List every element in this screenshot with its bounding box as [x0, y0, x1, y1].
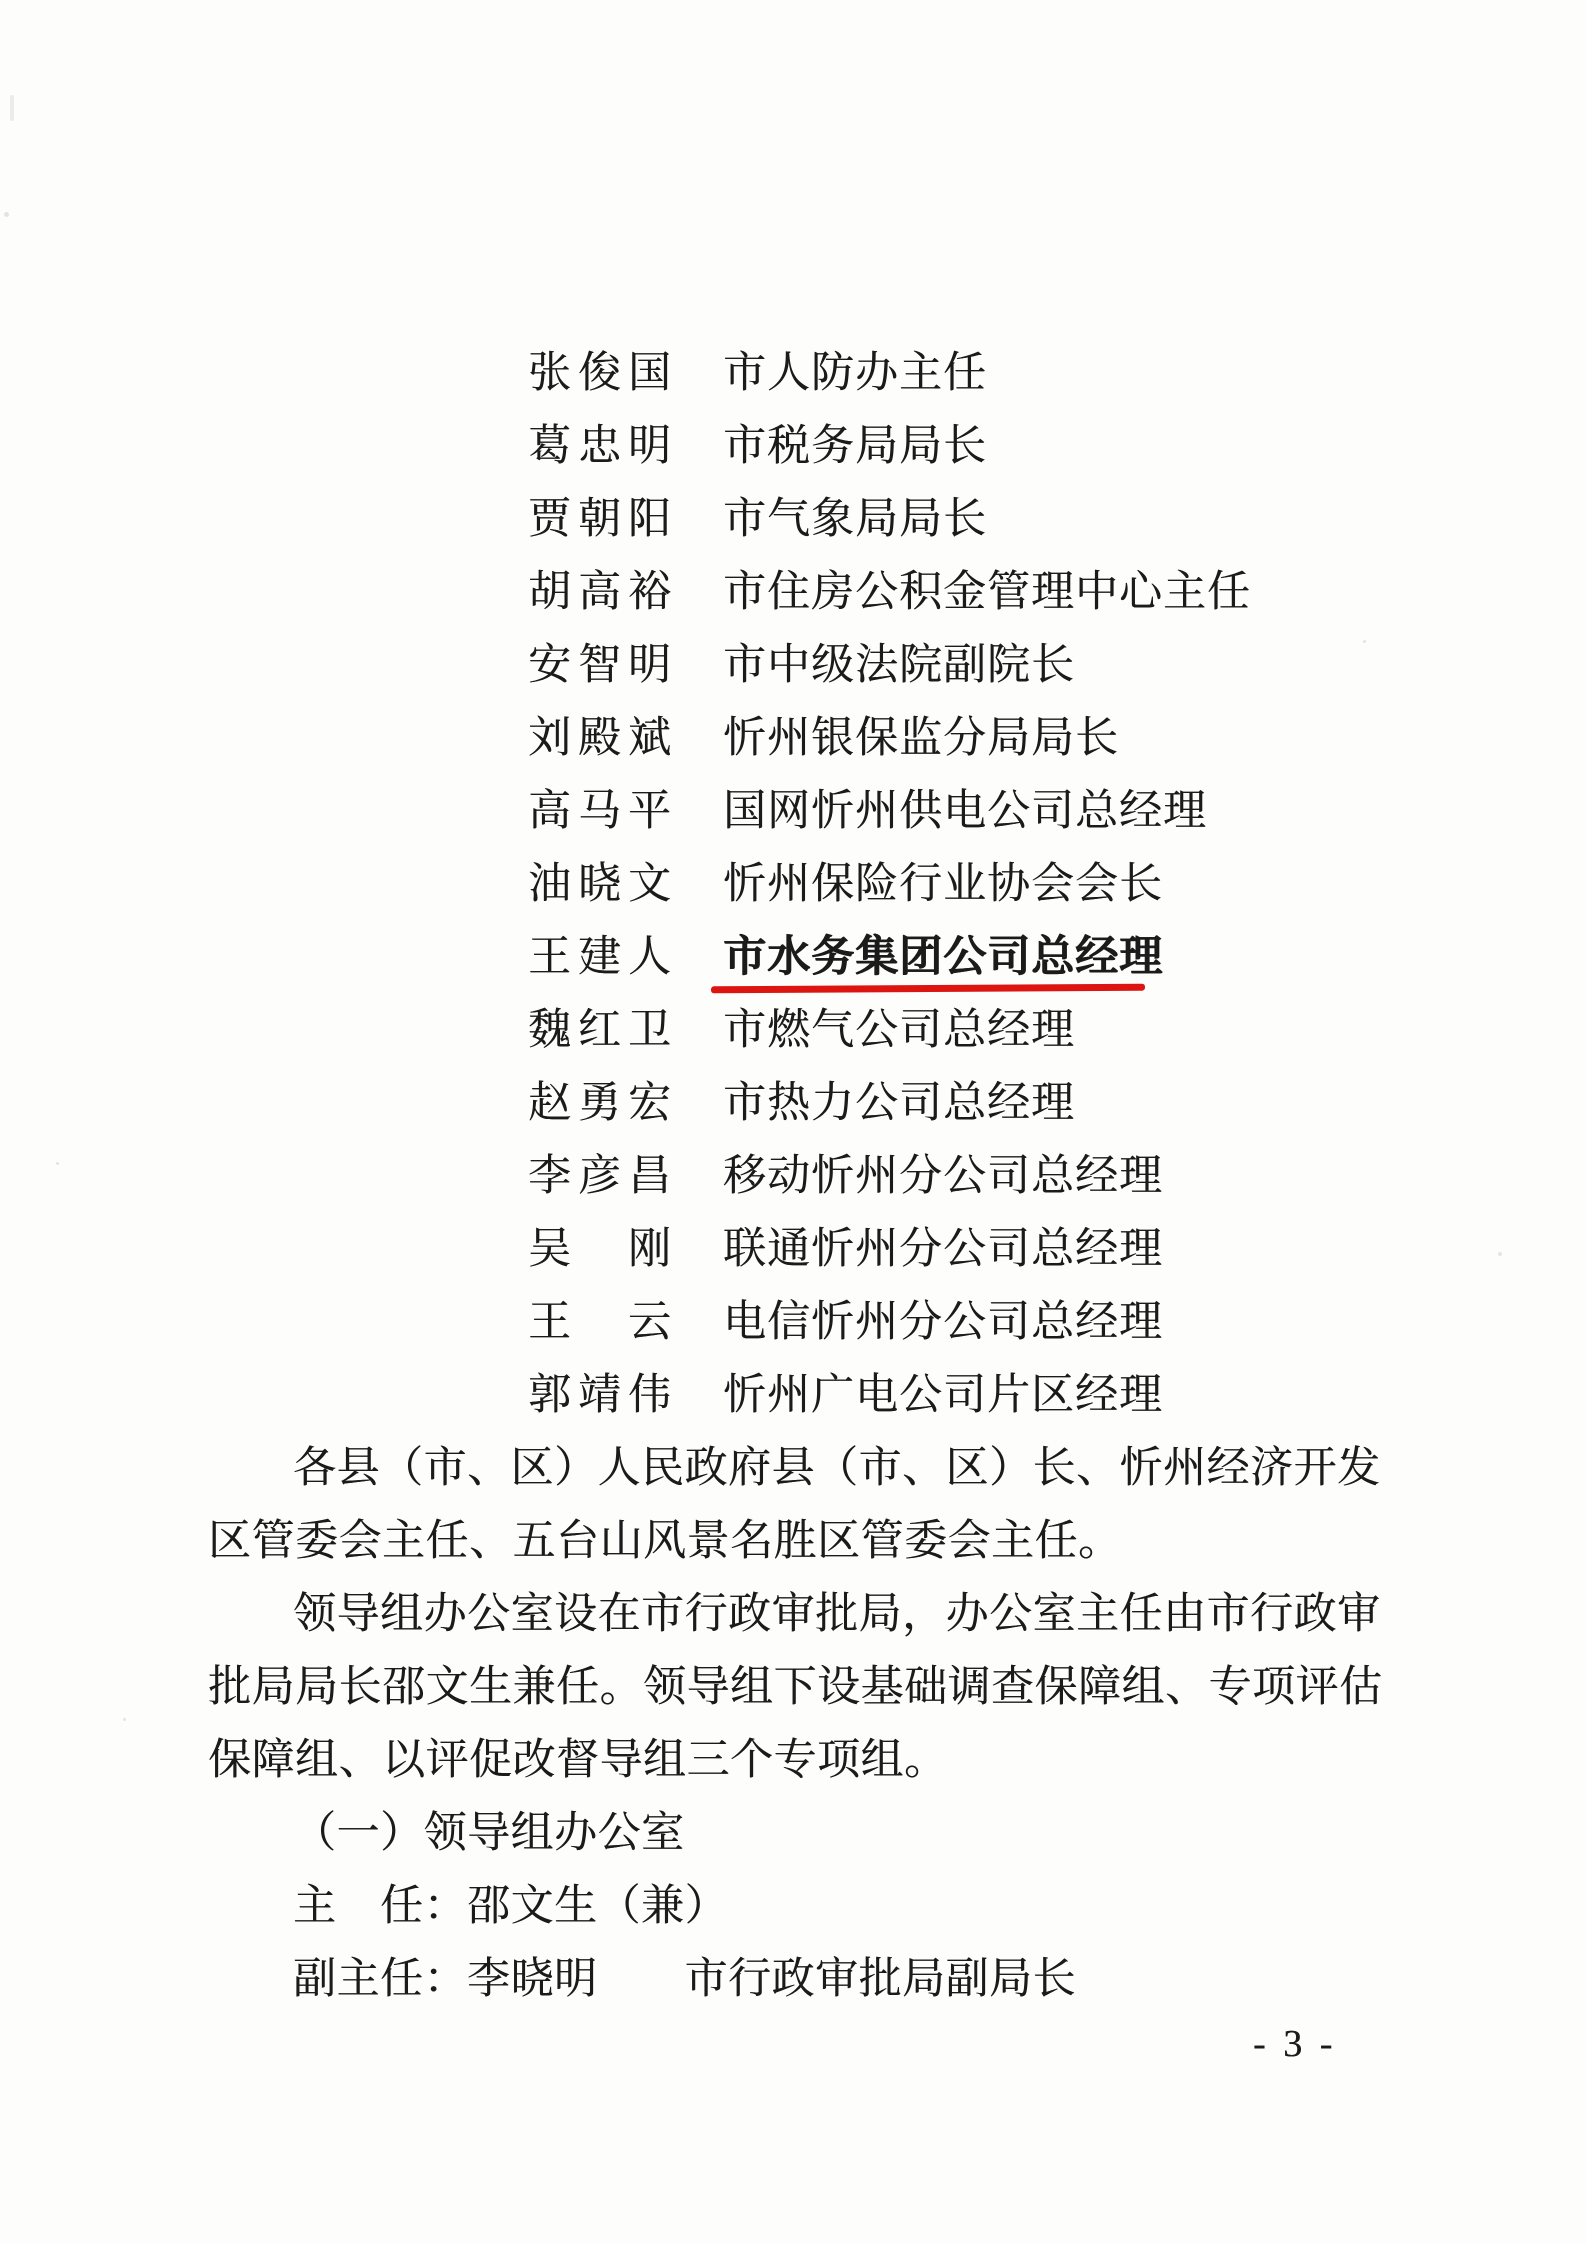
roster-name: 高马平 [528, 788, 678, 835]
paragraph-office-line2: 批局局长邵文生兼任。领导组下设基础调查保障组、专项评估 [208, 1664, 1383, 1711]
paragraph-office-line3: 保障组、以评促改督导组三个专项组。 [208, 1737, 948, 1784]
roster-title: 电信忻州分公司总经理 [723, 1299, 1163, 1346]
scan-speckle [123, 1718, 126, 1721]
roster-row [0, 568, 1586, 628]
roster-row [0, 1079, 1586, 1139]
roster-title: 忻州广电公司片区经理 [723, 1372, 1163, 1419]
roster-name: 安智明 [528, 642, 678, 689]
page-number: - 3 - [1253, 2023, 1337, 2065]
roster-title: 国网忻州供电公司总经理 [723, 788, 1207, 835]
roster-title: 忻州银保监分局局长 [723, 715, 1119, 762]
roster-name: 郭靖伟 [528, 1372, 678, 1419]
roster-name: 张俊国 [528, 350, 678, 397]
roster-row [0, 495, 1586, 555]
roster-row [0, 714, 1586, 774]
roster-title: 忻州保险行业协会会长 [723, 861, 1163, 908]
roster-name: 葛忠明 [528, 423, 678, 470]
roster-title: 市税务局局长 [723, 423, 987, 470]
deputy-director-line: 副主任：李晓明 市行政审批局副局长 [293, 1956, 1076, 2003]
roster-row [0, 933, 1586, 993]
roster-name: 王 云 [528, 1299, 678, 1346]
roster-name: 王建人 [528, 934, 678, 981]
roster-title: 市燃气公司总经理 [723, 1007, 1075, 1054]
roster-name: 胡高裕 [528, 569, 678, 616]
roster-title: 市人防办主任 [723, 350, 987, 397]
roster-row [0, 860, 1586, 920]
roster-row [0, 349, 1586, 409]
roster-title: 市气象局局长 [723, 496, 987, 543]
roster-name: 油晓文 [528, 861, 678, 908]
roster-row [0, 422, 1586, 482]
roster-row [0, 787, 1586, 847]
roster-title: 市中级法院副院长 [723, 642, 1075, 689]
paragraph-counties-line2: 区管委会主任、五台山风景名胜区管委会主任。 [208, 1518, 1122, 1565]
roster-name: 赵勇宏 [528, 1080, 678, 1127]
red-underline-annotation [711, 984, 1145, 994]
roster-row [0, 1225, 1586, 1285]
roster-name: 李彦昌 [528, 1153, 678, 1200]
paragraph-counties-line1: 各县（市、区）人民政府县（市、区）长、忻州经济开发 [293, 1445, 1381, 1492]
roster-name: 刘殿斌 [528, 715, 678, 762]
roster-row [0, 1152, 1586, 1212]
roster-row [0, 1006, 1586, 1066]
scan-speckle [10, 95, 14, 121]
section-heading-leading-group-office: （一）领导组办公室 [293, 1810, 685, 1857]
roster-name: 贾朝阳 [528, 496, 678, 543]
roster-name: 吴 刚 [528, 1226, 678, 1273]
roster-row [0, 641, 1586, 701]
roster-title: 市水务集团公司总经理 [723, 934, 1163, 981]
roster-name: 魏红卫 [528, 1007, 678, 1054]
roster-title: 市住房公积金管理中心主任 [723, 569, 1251, 616]
paragraph-office-line1: 领导组办公室设在市行政审批局，办公室主任由市行政审 [293, 1591, 1381, 1638]
director-line: 主 任：邵文生（兼） [293, 1883, 728, 1930]
roster-title: 移动忻州分公司总经理 [723, 1153, 1163, 1200]
scan-speckle [4, 212, 9, 217]
roster-row [0, 1298, 1586, 1358]
roster-title: 市热力公司总经理 [723, 1080, 1075, 1127]
roster-row [0, 1371, 1586, 1431]
roster-title: 联通忻州分公司总经理 [723, 1226, 1163, 1273]
